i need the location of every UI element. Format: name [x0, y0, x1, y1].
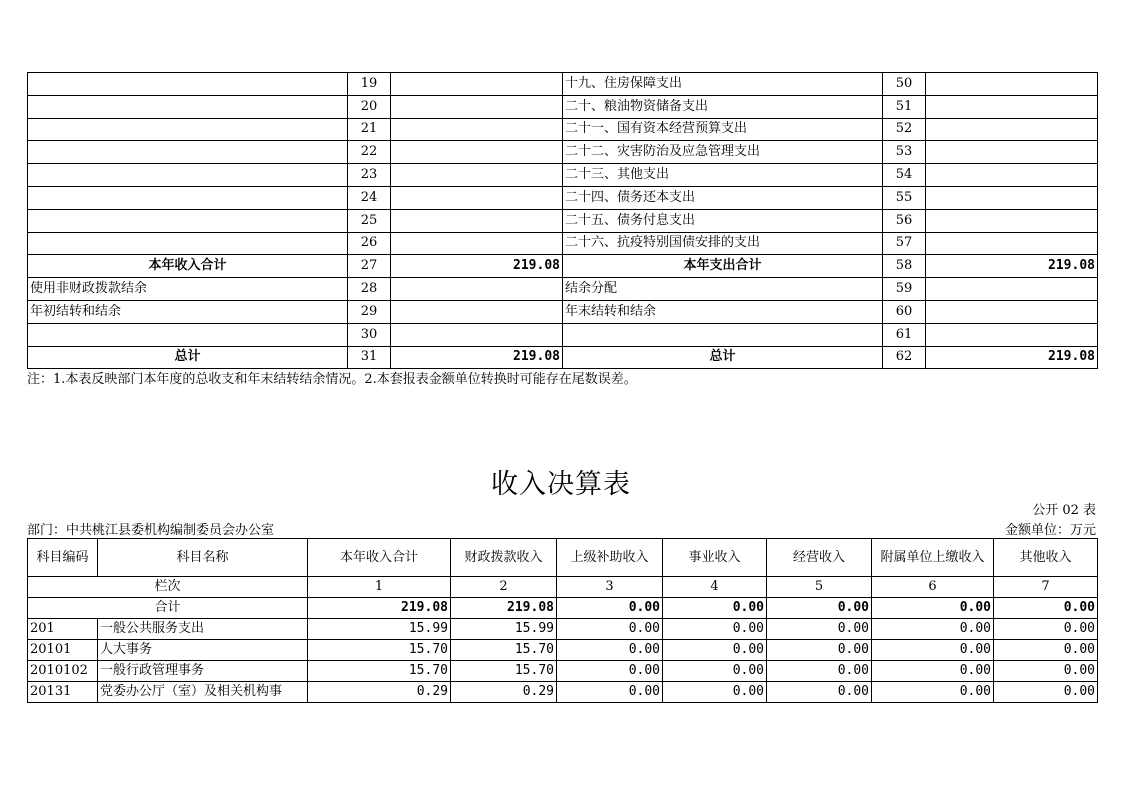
row-label: 本年支出合计: [563, 255, 883, 278]
row-amount: [926, 118, 1098, 141]
total-value: 219.08: [308, 598, 451, 619]
amount-cell: 0.00: [663, 619, 767, 640]
row-label: 结余分配: [563, 278, 883, 301]
row-label: 二十六、抗疫特别国债安排的支出: [563, 232, 883, 255]
subject-name: 人大事务: [98, 640, 308, 661]
amount-cell: 0.00: [994, 619, 1098, 640]
summary-table: [27, 72, 1098, 369]
row-amount: [391, 95, 563, 118]
table-row: [28, 346, 1098, 369]
table-row: [28, 661, 1098, 682]
row-label: 本年收入合计: [28, 255, 348, 278]
column-index: 2: [451, 577, 557, 598]
table-code: 公开 02 表: [1032, 503, 1096, 518]
amount-cell: 0.00: [767, 619, 872, 640]
amount-cell: 0.00: [872, 640, 994, 661]
header-cell: 科目编码: [28, 539, 98, 577]
row-amount: [391, 323, 563, 346]
row-amount: 219.08: [391, 255, 563, 278]
row-number: 57: [883, 232, 926, 255]
page-title: 收入决算表: [491, 469, 631, 500]
row-amount: [926, 141, 1098, 164]
table-row: [28, 95, 1098, 118]
amount-cell: 15.70: [451, 640, 557, 661]
row-number: 24: [348, 186, 391, 209]
header-cell: 事业收入: [663, 539, 767, 577]
row-number: 53: [883, 141, 926, 164]
row-label: 二十五、债务付息支出: [563, 209, 883, 232]
table-row: [28, 323, 1098, 346]
amount-cell: 0.00: [872, 661, 994, 682]
table-row: [28, 118, 1098, 141]
row-number: 25: [348, 209, 391, 232]
amount-cell: 0.00: [557, 640, 663, 661]
total-value: 0.00: [872, 598, 994, 619]
row-number: 28: [348, 278, 391, 301]
row-amount: [926, 300, 1098, 323]
row-label: 二十一、国有资本经营预算支出: [563, 118, 883, 141]
row-number: 30: [348, 323, 391, 346]
amount-cell: 15.70: [451, 661, 557, 682]
row-number: 60: [883, 300, 926, 323]
column-index-row: [28, 577, 1098, 598]
subject-name: 党委办公厅（室）及相关机构事: [98, 682, 308, 703]
table-row: [28, 682, 1098, 703]
department-label: 部门：中共桃江县委机构编制委员会办公室: [27, 523, 275, 538]
row-amount: [391, 164, 563, 187]
row-label: 年初结转和结余: [28, 300, 348, 323]
amount-cell: 0.29: [451, 682, 557, 703]
row-label: [28, 164, 348, 187]
amount-cell: 0.00: [994, 640, 1098, 661]
column-index: 7: [994, 577, 1098, 598]
table-note: 注：1.本表反映部门本年度的总收支和年末结转结余情况。2.本套报表金额单位转换时可能存在尾数误差。: [27, 372, 637, 387]
row-amount: [926, 186, 1098, 209]
row-number: 23: [348, 164, 391, 187]
total-value: 0.00: [767, 598, 872, 619]
row-amount: [926, 232, 1098, 255]
amount-cell: 15.99: [451, 619, 557, 640]
table-row: [28, 141, 1098, 164]
header-cell: 财政拨款收入: [451, 539, 557, 577]
table-row: [28, 164, 1098, 187]
amount-cell: 0.00: [872, 619, 994, 640]
header-cell: 科目名称: [98, 539, 308, 577]
row-label: [28, 95, 348, 118]
amount-cell: 0.00: [767, 640, 872, 661]
row-label: 十九、住房保障支出: [563, 73, 883, 96]
row-label: [28, 141, 348, 164]
row-number: 27: [348, 255, 391, 278]
row-label: 二十四、债务还本支出: [563, 186, 883, 209]
total-label: 合计: [28, 598, 308, 619]
row-amount: [391, 118, 563, 141]
row-label: [28, 73, 348, 96]
income-table: [27, 538, 1098, 703]
amount-cell: 0.00: [663, 640, 767, 661]
row-number: 58: [883, 255, 926, 278]
row-number: 56: [883, 209, 926, 232]
table-row: [28, 619, 1098, 640]
subject-code: 20101: [28, 640, 98, 661]
table-row: [28, 209, 1098, 232]
row-amount: [391, 209, 563, 232]
amount-cell: 15.70: [308, 661, 451, 682]
row-amount: 219.08: [391, 346, 563, 369]
row-number: 19: [348, 73, 391, 96]
header-cell: 其他收入: [994, 539, 1098, 577]
column-index: 3: [557, 577, 663, 598]
table-row: [28, 278, 1098, 301]
row-amount: [391, 186, 563, 209]
table-row: [28, 232, 1098, 255]
row-label: 总计: [28, 346, 348, 369]
row-label: [28, 232, 348, 255]
row-number: 62: [883, 346, 926, 369]
table-row: [28, 186, 1098, 209]
row-number: 29: [348, 300, 391, 323]
subject-name: 一般行政管理事务: [98, 661, 308, 682]
row-amount: [926, 73, 1098, 96]
row-number: 21: [348, 118, 391, 141]
header-cell: 本年收入合计: [308, 539, 451, 577]
row-number: 59: [883, 278, 926, 301]
row-amount: [391, 232, 563, 255]
row-label: 二十三、其他支出: [563, 164, 883, 187]
row-label: [28, 209, 348, 232]
row-amount: [926, 323, 1098, 346]
amount-cell: 15.99: [308, 619, 451, 640]
row-number: 22: [348, 141, 391, 164]
subject-code: 201: [28, 619, 98, 640]
total-value: 0.00: [663, 598, 767, 619]
unit-label: 金额单位：万元: [1004, 523, 1096, 538]
row-number: 31: [348, 346, 391, 369]
row-amount: [391, 73, 563, 96]
row-label: [28, 118, 348, 141]
amount-cell: 0.00: [872, 682, 994, 703]
row-label: [28, 186, 348, 209]
summary-table-body: [28, 73, 1098, 369]
table-row: [28, 640, 1098, 661]
subject-code: 20131: [28, 682, 98, 703]
row-amount: [391, 278, 563, 301]
amount-cell: 15.70: [308, 640, 451, 661]
amount-cell: 0.00: [557, 619, 663, 640]
total-value: 0.00: [994, 598, 1098, 619]
header-cell: 附属单位上缴收入: [872, 539, 994, 577]
row-amount: [926, 164, 1098, 187]
row-label: 使用非财政拨款结余: [28, 278, 348, 301]
row-amount: [926, 278, 1098, 301]
total-value: 219.08: [451, 598, 557, 619]
amount-cell: 0.00: [767, 682, 872, 703]
header-cell: 上级补助收入: [557, 539, 663, 577]
subject-name: 一般公共服务支出: [98, 619, 308, 640]
amount-cell: 0.00: [663, 661, 767, 682]
row-label: 二十、粮油物资储备支出: [563, 95, 883, 118]
column-index: 1: [308, 577, 451, 598]
table-row: [28, 73, 1098, 96]
amount-cell: 0.00: [663, 682, 767, 703]
amount-cell: 0.00: [994, 661, 1098, 682]
table-row: [28, 300, 1098, 323]
amount-cell: 0.29: [308, 682, 451, 703]
header-row: [28, 539, 1098, 577]
row-label: [563, 323, 883, 346]
row-amount: 219.08: [926, 346, 1098, 369]
row-label: [28, 323, 348, 346]
column-index: 4: [663, 577, 767, 598]
row-number: 54: [883, 164, 926, 187]
row-amount: 219.08: [926, 255, 1098, 278]
amount-cell: 0.00: [557, 661, 663, 682]
row-number: 50: [883, 73, 926, 96]
total-value: 0.00: [557, 598, 663, 619]
total-row: [28, 598, 1098, 619]
row-number: 51: [883, 95, 926, 118]
amount-cell: 0.00: [767, 661, 872, 682]
row-label: 总计: [563, 346, 883, 369]
income-table-body: [28, 539, 1098, 703]
row-amount: [926, 209, 1098, 232]
row-label: 二十二、灾害防治及应急管理支出: [563, 141, 883, 164]
column-index: 5: [767, 577, 872, 598]
row-amount: [391, 300, 563, 323]
table-row: [28, 255, 1098, 278]
row-number: 20: [348, 95, 391, 118]
column-index-label: 栏次: [28, 577, 308, 598]
subject-code: 2010102: [28, 661, 98, 682]
column-index: 6: [872, 577, 994, 598]
row-amount: [926, 95, 1098, 118]
row-number: 55: [883, 186, 926, 209]
row-amount: [391, 141, 563, 164]
row-number: 52: [883, 118, 926, 141]
amount-cell: 0.00: [557, 682, 663, 703]
header-cell: 经营收入: [767, 539, 872, 577]
amount-cell: 0.00: [994, 682, 1098, 703]
row-label: 年末结转和结余: [563, 300, 883, 323]
row-number: 26: [348, 232, 391, 255]
row-number: 61: [883, 323, 926, 346]
